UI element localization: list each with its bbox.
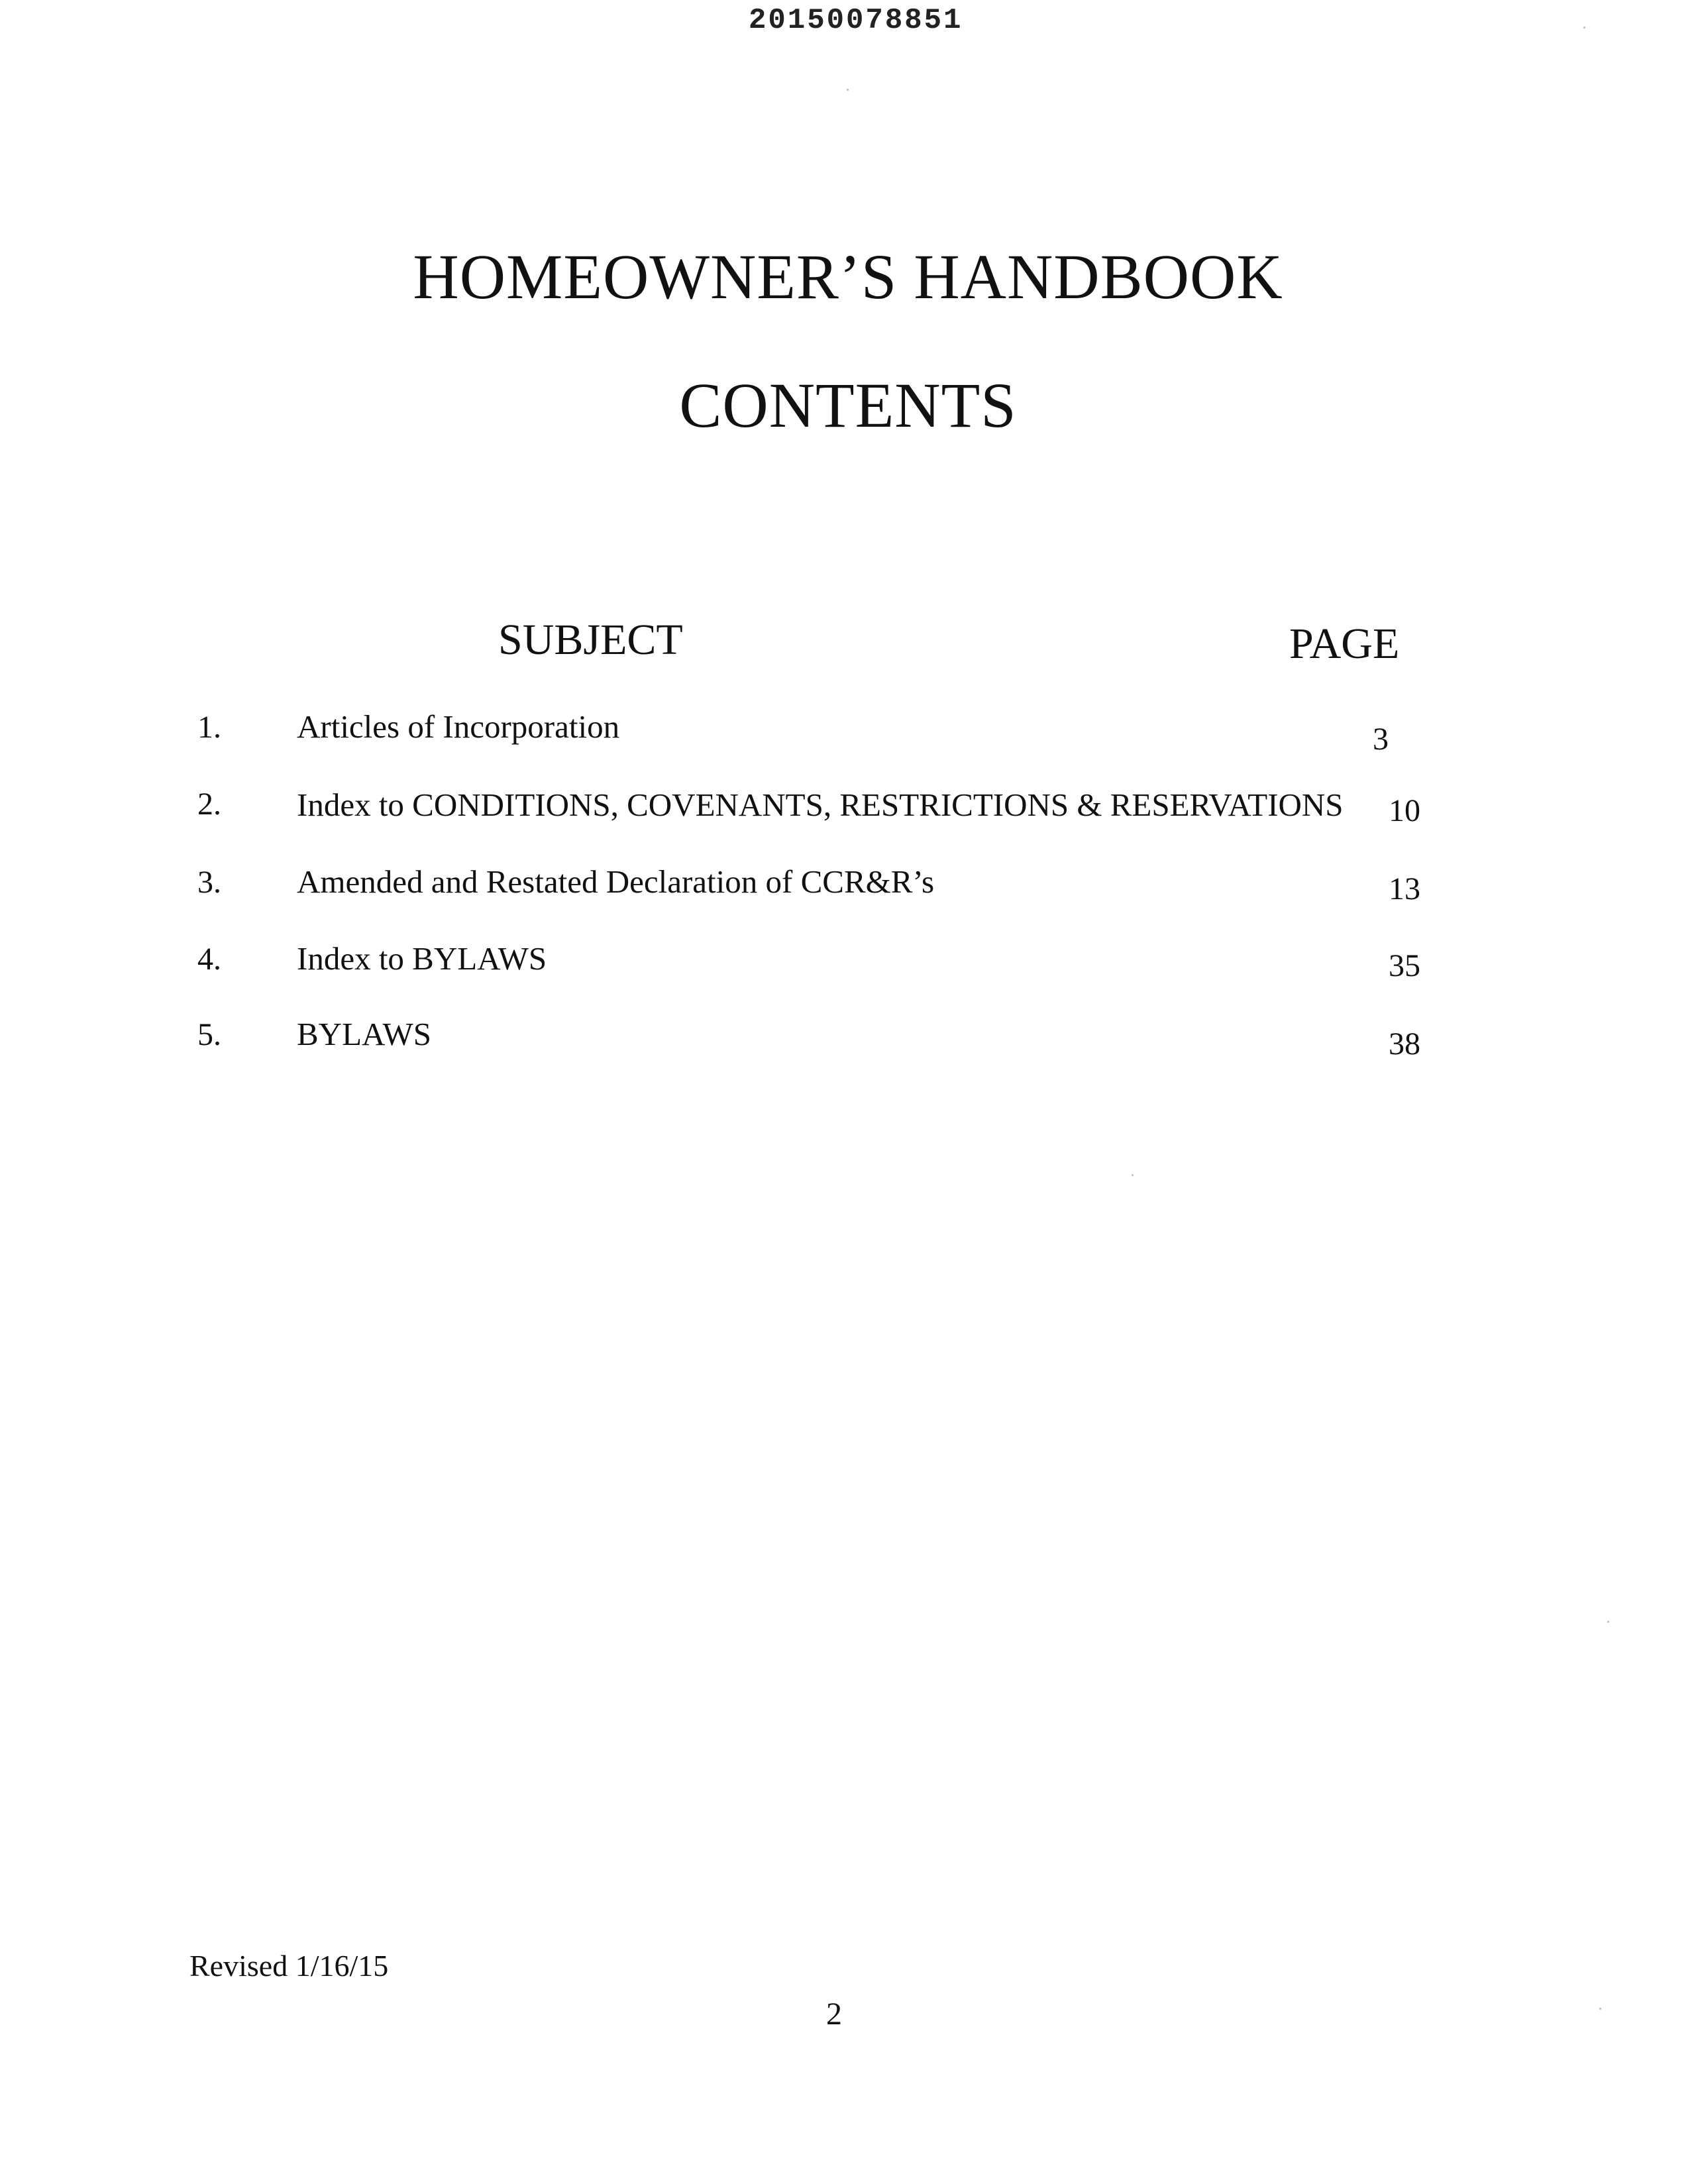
scan-speck	[1583, 27, 1585, 28]
subject-column-header: SUBJECT	[498, 616, 683, 664]
toc-item-number: 2.	[197, 787, 221, 822]
toc-item-label: Index to CONDITIONS, COVENANTS, RESTRICTIONS & RESERVATIONS	[297, 787, 1344, 823]
toc-item-label: Index to BYLAWS	[297, 940, 547, 977]
revision-date: Revised 1/16/15	[189, 1949, 389, 1983]
page-number: 2	[826, 1996, 842, 2032]
scan-speck	[1132, 1174, 1134, 1176]
page-column-header: PAGE	[1289, 620, 1400, 668]
page-title: HOMEOWNER’S HANDBOOK	[413, 241, 1283, 312]
toc-item-page: 13	[1389, 871, 1420, 906]
toc-item-number: 4.	[197, 942, 221, 977]
toc-item-label: BYLAWS	[297, 1016, 431, 1052]
scan-speck	[1599, 2008, 1601, 2010]
contents-heading: CONTENTS	[679, 370, 1017, 441]
toc-item-page: 38	[1389, 1026, 1420, 1062]
toc-item-page: 35	[1389, 948, 1420, 983]
toc-item-number: 1.	[197, 710, 221, 745]
scan-speck	[1607, 1621, 1609, 1623]
toc-item-page: 3	[1373, 722, 1389, 757]
toc-item-page: 10	[1389, 793, 1420, 828]
toc-item-number: 3.	[197, 865, 221, 900]
document-number: 20150078851	[749, 4, 963, 37]
toc-item-number: 5.	[197, 1017, 221, 1052]
toc-item-label: Articles of Incorporation	[297, 708, 620, 745]
scan-speck	[847, 89, 849, 91]
toc-item-label: Amended and Restated Declaration of CCR&R’s	[297, 863, 935, 900]
